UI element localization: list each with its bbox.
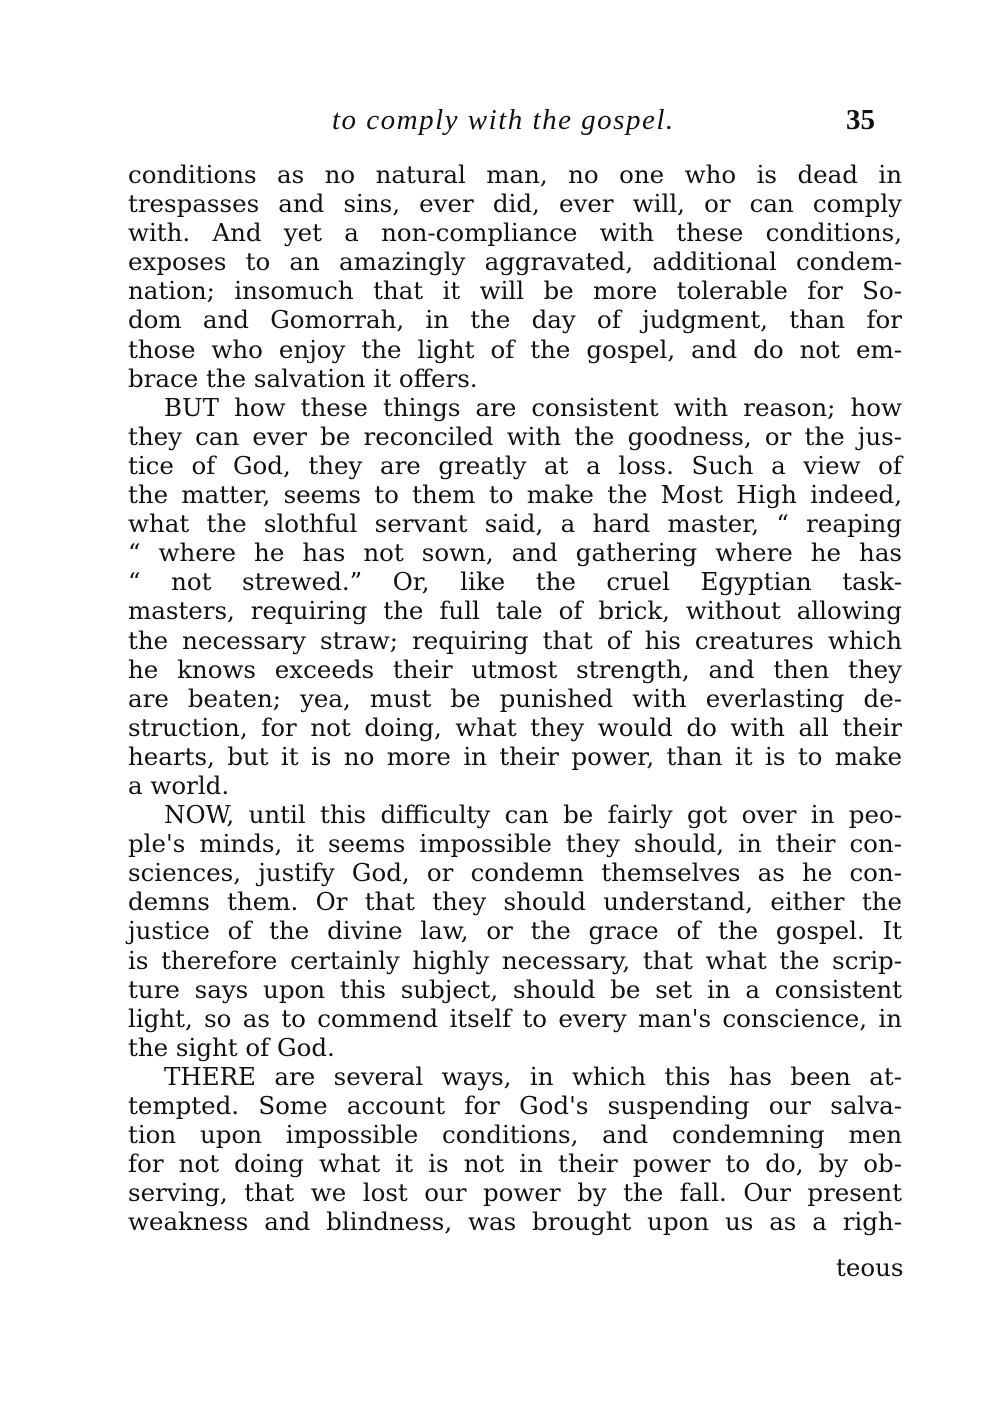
catchword: teous: [836, 1253, 904, 1282]
text-line: what the slothful servant said, a hard master, “ reaping: [128, 509, 902, 539]
text-line: brace the salvation it offers.: [128, 363, 478, 393]
text-line: they can ever be reconciled with the goodness, or the jus-: [128, 421, 902, 451]
body-text: [128, 160, 902, 1236]
page-number: 35: [846, 104, 875, 136]
text-line: ture says upon this subject, should be set in a consistent: [128, 974, 902, 1004]
text-line: are beaten; yea, must be punished with everlasting de-: [128, 683, 902, 713]
running-head: [0, 102, 1000, 142]
text-line: tion upon impossible conditions, and condemning men: [128, 1120, 902, 1150]
text-line: demns them. Or that they should understand, either the: [128, 887, 902, 917]
text-line: the sight of God.: [128, 1032, 335, 1062]
text-line: tempted. Some account for God's suspending our salva-: [128, 1091, 902, 1120]
text-line: hearts, but it is no more in their power, than it is to make: [128, 741, 902, 771]
text-line: with. And yet a non-compliance with these conditions,: [128, 218, 902, 248]
text-line: struction, for not doing, what they would do with all their: [128, 712, 902, 742]
text-line: weakness and blindness, was brought upon us as a righ-: [128, 1207, 902, 1237]
text-line: ple's minds, it seems impossible they should, in their con-: [128, 829, 902, 859]
text-line: light, so as to commend itself to every man's conscience, in: [128, 1003, 902, 1033]
text-line: conditions as no natural man, no one who is dead in: [128, 160, 902, 189]
text-line: a world.: [128, 770, 230, 800]
text-line: trespasses and sins, ever did, ever will, or can comply: [128, 189, 902, 219]
text-line: “ where he has not sown, and gathering where he has: [128, 538, 902, 568]
text-line: is therefore certainly highly necessary, that what the scrip-: [128, 945, 902, 975]
text-line: dom and Gomorrah, in the day of judgment, than for: [128, 305, 902, 335]
text-line: masters, requiring the full tale of brick, without allowing: [128, 596, 902, 626]
text-line: the matter, seems to them to make the Most High indeed,: [128, 480, 902, 510]
paragraph-first-line: NOW, until this difficulty can be fairly got over in peo-: [164, 800, 902, 830]
text-line: the necessary straw; requiring that of his creatures which: [128, 625, 902, 655]
text-line: tice of God, they are greatly at a loss. Such a view of: [128, 450, 902, 480]
paragraph-first-line: BUT how these things are consistent with reason; how: [164, 392, 902, 422]
text-line: he knows exceeds their utmost strength, and then they: [128, 654, 902, 684]
text-line: those who enjoy the light of the gospel, and do not em-: [128, 334, 902, 364]
text-line: for not doing what it is not in their power to do, by ob-: [128, 1149, 902, 1179]
text-line: “ not strewed.” Or, like the cruel Egyptian task-: [128, 567, 902, 597]
text-line: nation; insomuch that it will be more tolerable for So-: [128, 276, 902, 306]
paragraph-first-line: THERE are several ways, in which this has been at-: [164, 1061, 902, 1091]
text-line: exposes to an amazingly aggravated, additional condem-: [128, 247, 902, 277]
text-line: justice of the divine law, or the grace of the gospel. It: [128, 916, 902, 946]
text-line: serving, that we lost our power by the fall. Our present: [128, 1178, 902, 1208]
running-title: to comply with the gospel.: [332, 104, 675, 136]
text-line: sciences, justify God, or condemn themselves as he con-: [128, 858, 902, 888]
